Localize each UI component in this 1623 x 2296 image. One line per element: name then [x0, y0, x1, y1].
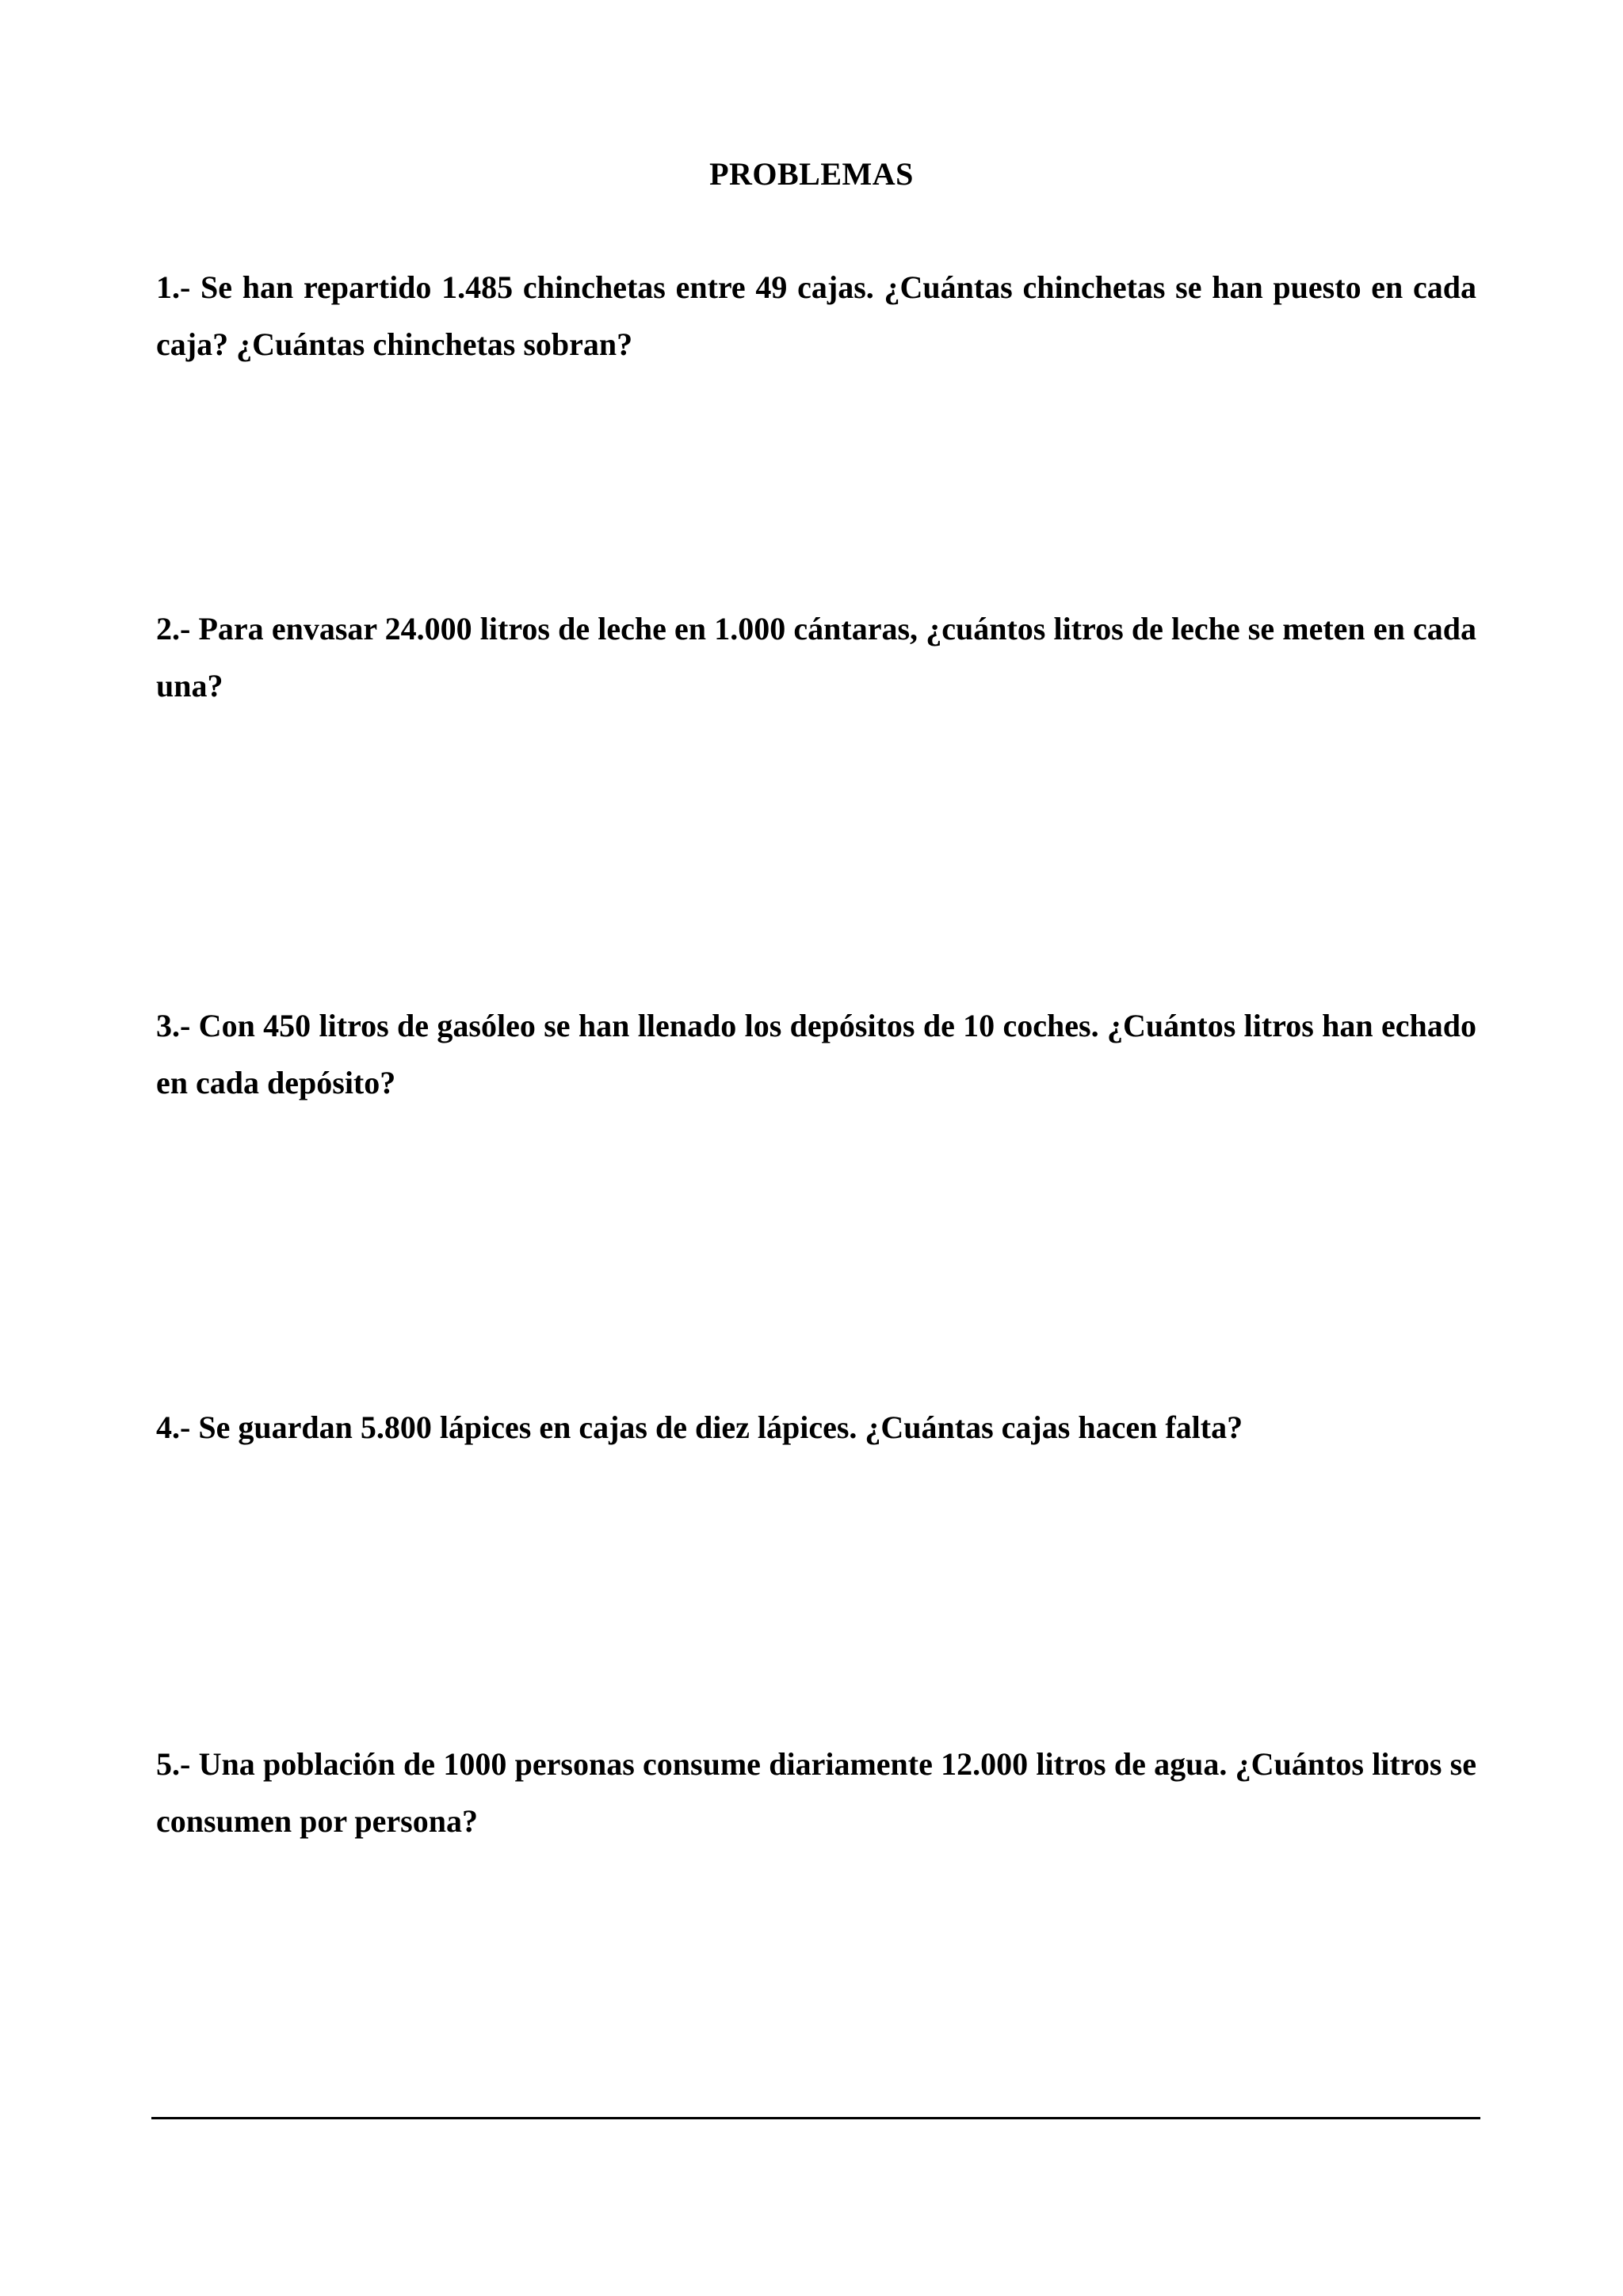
- problem-3: 3.- Con 450 litros de gasóleo se han llenado los depósitos de 10 coches. ¿Cuántos litros han echado en cada depósito?: [156, 1008, 1476, 1100]
- page-title: PROBLEMAS: [709, 156, 914, 192]
- problem-1: 1.- Se han repartido 1.485 chinchetas entre 49 cajas. ¿Cuántas chinchetas se han puesto en cada caja? ¿Cuántas chinchetas sobran?: [156, 269, 1476, 362]
- footer-divider: [151, 2117, 1480, 2119]
- problem-4: 4.- Se guardan 5.800 lápices en cajas de diez lápices. ¿Cuántas cajas hacen falta?: [156, 1409, 1243, 1445]
- problem-2: 2.- Para envasar 24.000 litros de leche en 1.000 cántaras, ¿cuántos litros de leche se meten en cada una?: [156, 611, 1476, 704]
- problem-5: 5.- Una población de 1000 personas consume diariamente 12.000 litros de agua. ¿Cuántos litros se consumen por persona?: [156, 1746, 1476, 1839]
